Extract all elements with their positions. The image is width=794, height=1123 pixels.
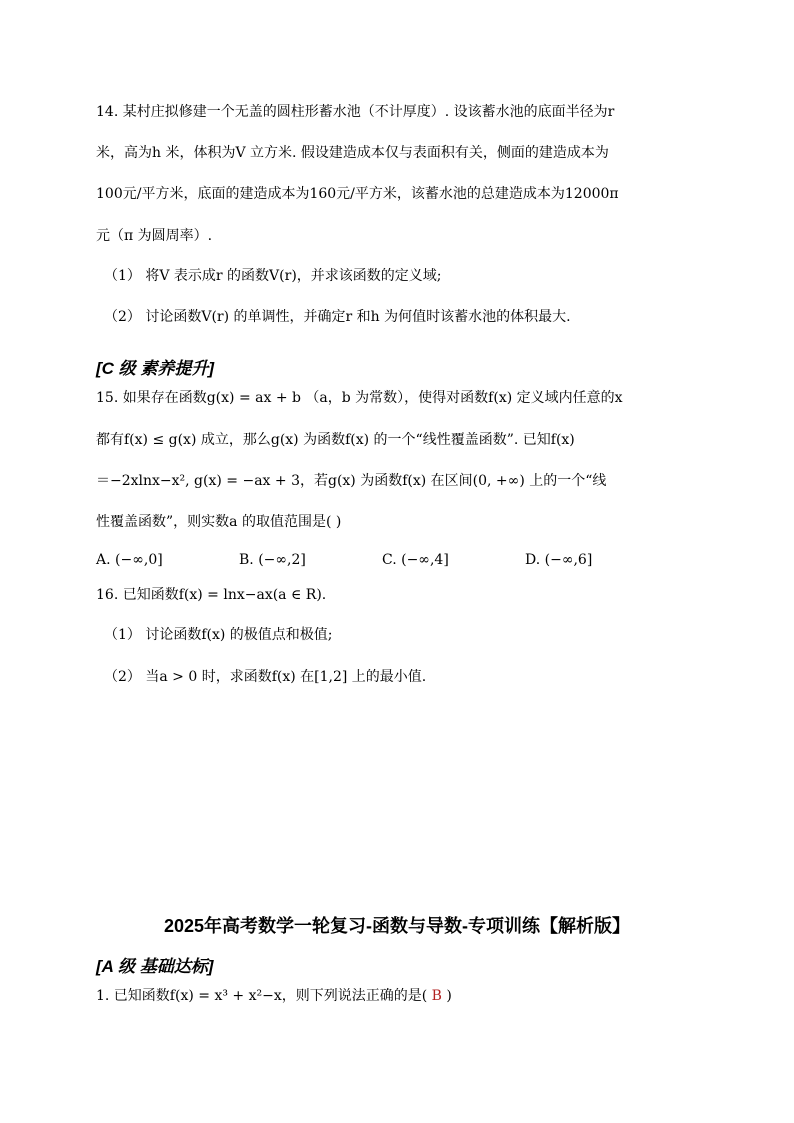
section-a-heading: [A 级 基础达标] <box>96 957 214 976</box>
section-c-heading: [C 级 素养提升] <box>96 359 215 378</box>
q14-line-2: 米，高为h 米，体积为V 立方米. 假设建造成本仅与表面积有关，侧面的建造成本为 <box>96 145 609 161</box>
option-c: C. (−∞,4] <box>382 552 449 568</box>
q1-line <box>96 986 452 1006</box>
q15-line-3: ＝−2xlnx−x², g(x) = −ax + 3，若g(x) 为函数f(x) 在区间(0, +∞) 上的一个“线 <box>96 473 607 489</box>
q1-text: 1. 已知函数f(x) = x³ + x²−x，则下列说法正确的是( <box>96 988 428 1004</box>
q1-answer: B <box>431 988 442 1004</box>
q14-line-3: 100元/平方米，底面的建造成本为160元/平方米，该蓄水池的总建造成本为12000π <box>96 186 619 202</box>
q15-line-2: 都有f(x) ≤ g(x) 成立，那么g(x) 为函数f(x) 的一个“线性覆盖函数”. 已知f(x) <box>96 432 575 448</box>
q1-close-paren: ) <box>446 988 452 1004</box>
document-title: 2025年高考数学一轮复习-函数与导数-专项训练【解析版】 <box>163 916 631 936</box>
q16-part-1: （1） 讨论函数f(x) 的极值点和极值; <box>104 627 333 643</box>
option-b: B. (−∞,2] <box>239 552 306 568</box>
q15-options <box>96 550 668 570</box>
q14-part-2: （2） 讨论函数V(r) 的单调性，并确定r 和h 为何值时该蓄水池的体积最大. <box>104 309 571 325</box>
q16-part-2: （2） 当a > 0 时，求函数f(x) 在[1,2] 上的最小值. <box>104 669 427 685</box>
q16-line-1: 16. 已知函数f(x) = lnx−ax(a ∈ R). <box>96 587 327 603</box>
q15-line-4: 性覆盖函数”，则实数a 的取值范围是( ) <box>96 514 342 530</box>
option-d: D. (−∞,6] <box>525 552 593 568</box>
option-a: A. (−∞,0] <box>96 552 163 568</box>
q14-line-1: 14. 某村庄拟修建一个无盖的圆柱形蓄水池（不计厚度）. 设该蓄水池的底面半径为r <box>96 104 615 120</box>
q14-part-1: （1） 将V 表示成r 的函数V(r)，并求该函数的定义域; <box>104 268 442 284</box>
q15-line-1: 15. 如果存在函数g(x) = ax + b （a，b 为常数），使得对函数f(x) 定义域内任意的x <box>96 390 623 406</box>
q14-line-4: 元（π 为圆周率）. <box>96 228 213 244</box>
